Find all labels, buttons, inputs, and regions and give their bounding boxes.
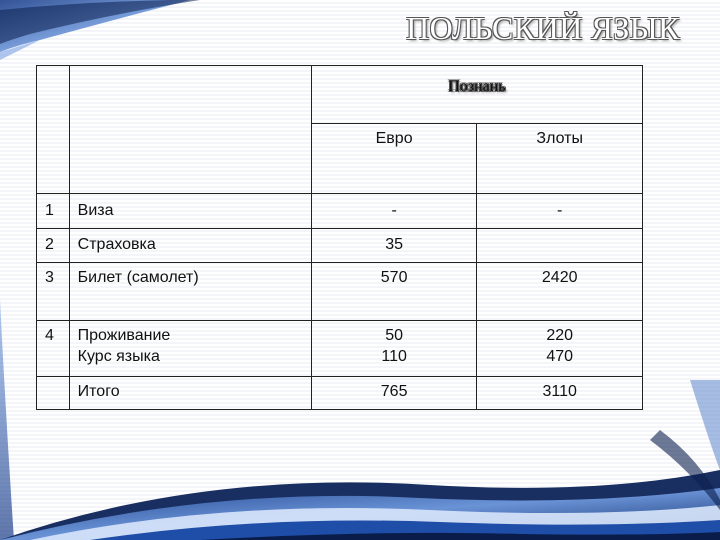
row-number: 3 (37, 263, 70, 321)
pln-value: 3110 (477, 377, 643, 410)
row-number: 4 (37, 321, 70, 377)
eur-value (311, 321, 477, 377)
item-label: Итого (69, 377, 311, 410)
item-label: Виза (69, 194, 311, 229)
pln-value-line: 470 (546, 348, 574, 365)
pln-value-line: 220 (546, 327, 574, 344)
pln-value: 2420 (477, 263, 643, 321)
table-row (37, 194, 643, 229)
eur-value: 570 (311, 263, 477, 321)
item-label: Страховка (69, 229, 311, 263)
cost-table (36, 65, 643, 410)
total-row (37, 377, 643, 410)
table-row (37, 321, 643, 377)
item-label-line: Проживание (77, 327, 171, 344)
item-label-line: Курс языка (77, 348, 160, 365)
row-number: 1 (37, 194, 70, 229)
currency-eur-header: Евро (311, 124, 477, 194)
slide-title: ПОЛЬСКИЙ ЯЗЫК (406, 10, 680, 46)
header-row-city (37, 66, 643, 124)
pln-value (477, 321, 643, 377)
empty-cell (69, 66, 311, 194)
eur-value: - (311, 194, 477, 229)
eur-value: 35 (311, 229, 477, 263)
table-row (37, 263, 643, 321)
row-number (37, 377, 70, 410)
item-label (69, 321, 311, 377)
eur-value: 765 (311, 377, 477, 410)
city-header: Познань (311, 66, 642, 124)
item-label: Билет (самолет) (69, 263, 311, 321)
pln-value: - (477, 194, 643, 229)
table-row (37, 229, 643, 263)
row-number: 2 (37, 229, 70, 263)
currency-pln-header: Злоты (477, 124, 643, 194)
pln-value (477, 229, 643, 263)
eur-value-line: 110 (381, 348, 407, 365)
empty-cell (37, 66, 70, 194)
eur-value-line: 50 (385, 327, 404, 344)
